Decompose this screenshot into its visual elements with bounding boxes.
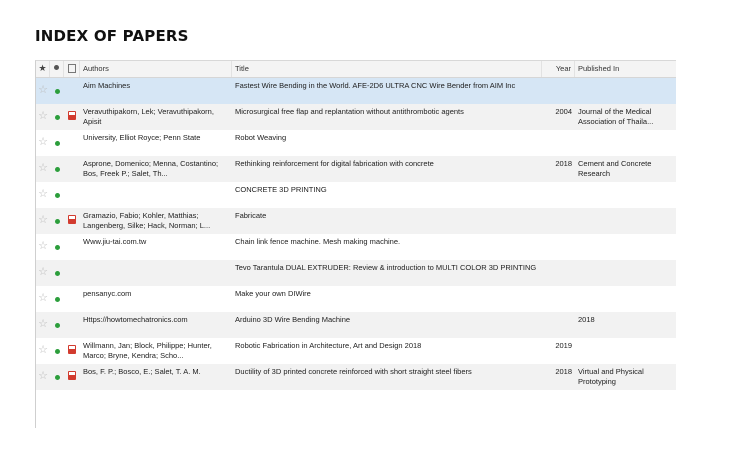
row-authors: Gramazio, Fabio; Kohler, Matthias; Langenberg, Silke; Hack, Norman; L... (83, 211, 211, 230)
status-dot-icon (55, 219, 60, 224)
table-header (36, 61, 676, 78)
row-year: 2004 (555, 107, 572, 116)
status-dot-icon (55, 167, 60, 172)
status-dot-icon (55, 271, 60, 276)
table-row[interactable] (36, 156, 676, 182)
status-dot-icon (55, 297, 60, 302)
table-row[interactable] (36, 78, 676, 104)
row-authors: Veravuthipakorn, Lek; Veravuthipakorn, Apisit (83, 107, 214, 126)
row-title: CONCRETE 3D PRINTING (235, 185, 327, 194)
status-dot-icon (55, 193, 60, 198)
star-icon[interactable]: ☆ (38, 344, 48, 356)
row-year (542, 260, 575, 286)
row-title: Make your own DIWire (235, 289, 311, 298)
table-row[interactable] (36, 312, 676, 338)
row-authors: Willmann, Jan; Block, Philippe; Hunter, Marco; Bryne, Kendra; Scho... (83, 341, 212, 360)
table-row[interactable] (36, 364, 676, 390)
column-header-status[interactable] (50, 61, 64, 77)
row-authors: University, Elliot Royce; Penn State (83, 133, 201, 142)
row-title: Ductility of 3D printed concrete reinforced with short straight steel fibers (235, 367, 472, 376)
row-authors: pensanyc.com (83, 289, 132, 298)
row-title: Robotic Fabrication in Architecture, Art and Design 2018 (235, 341, 422, 350)
pdf-icon[interactable] (68, 111, 76, 120)
row-year (542, 78, 575, 104)
column-header-authors[interactable]: Authors (80, 61, 232, 77)
pdf-icon[interactable] (68, 371, 76, 380)
table-row[interactable] (36, 260, 676, 286)
status-dot-icon (55, 245, 60, 250)
star-icon[interactable]: ☆ (38, 370, 48, 382)
row-year: 2018 (555, 159, 572, 168)
row-title: Microsurgical free flap and replantation without antithrombotic agents (235, 107, 464, 116)
status-dot-icon (55, 323, 60, 328)
row-title: Fabricate (235, 211, 267, 220)
star-icon[interactable]: ☆ (38, 292, 48, 304)
papers-table (35, 60, 676, 428)
row-authors: Asprone, Domenico; Menna, Costantino; Bos, Freek P.; Salet, Th... (83, 159, 219, 178)
row-title: Rethinking reinforcement for digital fabrication with concrete (235, 159, 434, 168)
row-title: Tevo Tarantula DUAL EXTRUDER: Review & introduction to MULTI COLOR 3D PRINTING (235, 263, 537, 272)
row-authors: Www.jiu-tai.com.tw (83, 237, 147, 246)
row-title: Robot Weaving (235, 133, 287, 142)
star-icon[interactable]: ☆ (38, 162, 48, 174)
star-icon[interactable]: ☆ (38, 318, 48, 330)
row-authors: Https://howtomechatronics.com (83, 315, 188, 324)
star-icon[interactable]: ☆ (38, 136, 48, 148)
table-row[interactable] (36, 234, 676, 260)
row-year (542, 208, 575, 234)
pdf-icon[interactable] (68, 215, 76, 224)
status-header-icon (54, 65, 59, 70)
row-year (542, 312, 575, 338)
column-header-title[interactable]: Title (232, 61, 542, 77)
row-published-in: Virtual and Physical Prototyping (578, 367, 644, 386)
star-icon[interactable]: ☆ (38, 110, 48, 122)
row-published-in: 2018 (578, 315, 595, 324)
star-icon[interactable]: ☆ (38, 188, 48, 200)
row-title: Fastest Wire Bending in the World. AFE-2D6 ULTRA CNC Wire Bender from AIM Inc (235, 81, 516, 90)
table-row[interactable] (36, 338, 676, 364)
row-year (542, 234, 575, 260)
column-header-attachment[interactable] (64, 61, 80, 77)
status-dot-icon (55, 89, 60, 94)
star-icon[interactable]: ☆ (38, 240, 48, 252)
row-year (542, 182, 575, 208)
attachment-header-icon (68, 64, 76, 73)
table-row[interactable] (36, 130, 676, 156)
star-icon[interactable]: ☆ (38, 266, 48, 278)
status-dot-icon (55, 349, 60, 354)
table-body (36, 78, 676, 390)
row-year (542, 130, 575, 156)
row-year: 2019 (555, 341, 572, 350)
row-authors: Aim Machines (83, 81, 131, 90)
pdf-icon[interactable] (68, 345, 76, 354)
table-row[interactable] (36, 208, 676, 234)
row-year: 2018 (555, 367, 572, 376)
status-dot-icon (55, 375, 60, 380)
status-dot-icon (55, 115, 60, 120)
column-header-star[interactable] (36, 61, 50, 77)
star-header-icon: ★ (38, 63, 47, 73)
table-row[interactable] (36, 104, 676, 130)
row-published-in: Cement and Concrete Research (578, 159, 652, 178)
column-header-published-in[interactable]: Published In (578, 64, 620, 73)
row-year (542, 286, 575, 312)
star-icon[interactable]: ☆ (38, 84, 48, 96)
page-title: INDEX OF PAPERS (35, 27, 189, 45)
row-authors: Bos, F. P.; Bosco, E.; Salet, T. A. M. (83, 367, 201, 376)
table-row[interactable] (36, 286, 676, 312)
star-icon[interactable]: ☆ (38, 214, 48, 226)
status-dot-icon (55, 141, 60, 146)
column-header-year[interactable]: Year (542, 61, 575, 77)
row-published-in: Journal of the Medical Association of Thaila... (578, 107, 654, 126)
row-title: Arduino 3D Wire Bending Machine (235, 315, 351, 324)
table-row[interactable] (36, 182, 676, 208)
row-title: Chain link fence machine. Mesh making machine. (235, 237, 401, 246)
